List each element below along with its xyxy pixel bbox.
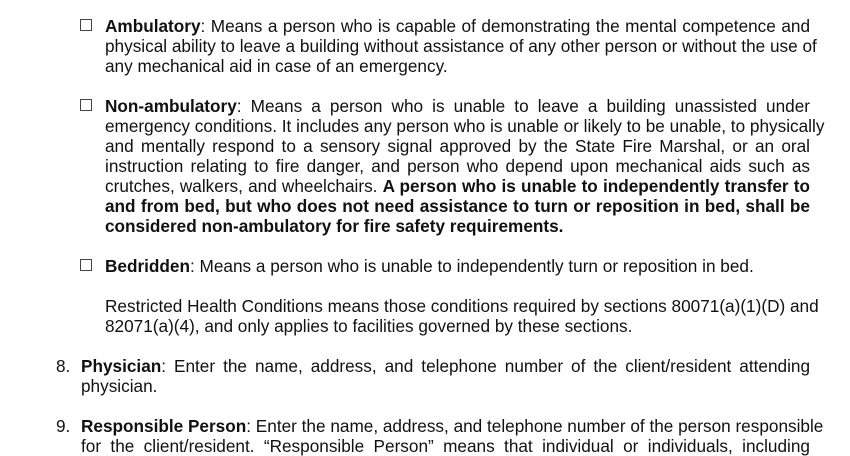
nonambulatory-term: Non-ambulatory (105, 96, 237, 116)
responsible-definition (81, 416, 824, 456)
nonambulatory-line-5: crutches, walkers, and wheelchairs. A person who is unable to independently transfer to (105, 176, 810, 196)
physician-definition (81, 356, 810, 396)
nonambulatory-bold-line-2: considered non-ambulatory for fire safety requirements. (105, 216, 564, 236)
physician-line-2: physician. (81, 376, 158, 396)
ambulatory-line-2: physical ability to leave a building without assistance of any other person or without the use of (105, 36, 817, 56)
nonambulatory-checkbox[interactable] (80, 99, 92, 111)
ambulatory-checkbox[interactable] (80, 19, 92, 31)
restricted-line-2: 82071(a)(4), and only applies to facilities governed by these sections. (105, 316, 633, 336)
ambulatory-definition (105, 16, 817, 76)
ambulatory-term: Ambulatory (105, 16, 201, 36)
responsible-term: Responsible Person (81, 416, 247, 436)
nonambulatory-definition (105, 96, 825, 236)
physician-term: Physician (81, 356, 162, 376)
nonambulatory-bold-line-1: and from bed, but who does not need assistance to turn or reposition in bed, shall be (105, 196, 810, 216)
restricted-line-1: Restricted Health Conditions means those conditions required by sections 80071(a)(1)(D) and (105, 296, 819, 316)
physician-line-1: Physician: Enter the name, address, and telephone number of the client/resident attending (81, 356, 810, 376)
responsible-line-1: Responsible Person: Enter the name, address, and telephone number of the person responsible (81, 416, 824, 436)
responsible-number: 9. (56, 416, 71, 436)
nonambulatory-line-4: instruction relating to fire danger, and person who depend upon mechanical aids such as (105, 156, 810, 176)
nonambulatory-line-3: and mentally respond to a sensory signal approved by the State Fire Marshal, or an oral (105, 136, 810, 156)
bedridden-line-1: Bedridden: Means a person who is unable to independently turn or reposition in bed. (105, 256, 754, 276)
restricted-health-paragraph (105, 296, 819, 336)
bedridden-definition (105, 256, 810, 276)
nonambulatory-line-2: emergency conditions. It includes any person who is unable or likely to be unable, to physically (105, 116, 825, 136)
bedridden-term: Bedridden (105, 256, 190, 276)
nonambulatory-bold-start: A person who is unable to independently transfer to (382, 176, 810, 196)
nonambulatory-line-1: Non-ambulatory: Means a person who is unable to leave a building unassisted under (105, 96, 810, 116)
bedridden-checkbox[interactable] (80, 259, 92, 271)
ambulatory-line-3: any mechanical aid in case of an emergency. (105, 56, 448, 76)
responsible-line-2: for the client/resident. “Responsible Person” means that individual or individuals, including (81, 436, 810, 456)
physician-number: 8. (56, 356, 71, 376)
ambulatory-line-1: Ambulatory: Means a person who is capable of demonstrating the mental competence and (105, 16, 810, 36)
